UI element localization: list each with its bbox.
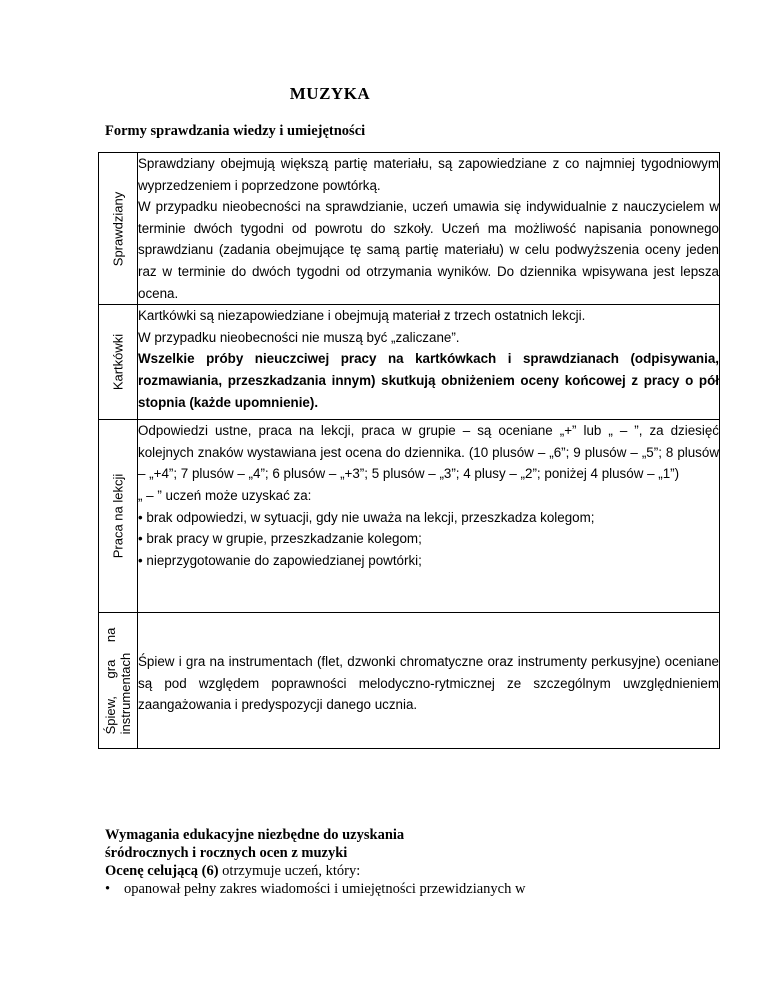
paragraph: Kartkówki są niezapowiedziane i obejmują materiał z trzech ostatnich lekcji. bbox=[138, 308, 586, 324]
row-label-line: instrumentach bbox=[118, 652, 133, 735]
row-label-cell bbox=[99, 420, 138, 613]
row-content-praca bbox=[138, 420, 720, 613]
row-content-kartkowki bbox=[138, 305, 720, 420]
list-item: • nieprzygotowanie do zapowiedzianej powtórki; bbox=[138, 550, 719, 572]
page-title: MUZYKA bbox=[289, 84, 371, 103]
bold-warning: Wszelkie próby nieuczciwej pracy na kartkówkach i sprawdzianach (odpisywania, rozmawiania, przeszkadzania innym) skutkują obniżeniem oceny końcowej z pracy o pół stopnia (każde upomnienie). bbox=[138, 351, 719, 410]
section-subtitle: Formy sprawdzania wiedzy i umiejętności bbox=[105, 123, 366, 139]
list-item: • opanował pełny zakres wiadomości i umiejętności przewidzianych w bbox=[105, 880, 525, 898]
row-label-praca: Praca na lekcji bbox=[110, 473, 126, 559]
row-content-sprawdziany bbox=[138, 153, 720, 305]
paragraph: Śpiew i gra na instrumentach (flet, dzwonki chromatyczne oraz instrumenty perkusyjne) oceniane są pod względem poprawności melodyczno-rytmicznej ze szczególnym uwzględnieniem zaangażowania i predyspozycji danego ucznia. bbox=[138, 654, 719, 713]
row-label-cell bbox=[99, 305, 138, 420]
requirements-heading: Wymagania edukacyjne niezbędne do uzyskania bbox=[105, 827, 405, 843]
row-label-sprawdziany: Sprawdziany bbox=[110, 191, 126, 266]
paragraph: „ – ” uczeń może uzyskać za: bbox=[138, 487, 312, 503]
row-label-kartkowki: Kartkówki bbox=[110, 333, 126, 391]
assessment-table bbox=[98, 152, 720, 749]
row-label-spiew bbox=[103, 627, 133, 734]
paragraph: Sprawdziany obejmują większą partię materiału, są zapowiedziane z co najmniej tygodniowym wyprzedzeniem i poprzedzone powtórką. bbox=[138, 156, 719, 193]
requirements-heading: śródrocznych i rocznych ocen z muzyki bbox=[105, 845, 348, 861]
row-label-line: Śpiew, gra na bbox=[103, 627, 118, 735]
row-label-cell bbox=[99, 153, 138, 305]
list-item: • brak odpowiedzi, w sytuacji, gdy nie uważa na lekcji, przeszkadza kolegom; bbox=[138, 507, 719, 529]
table-row-sprawdziany bbox=[99, 153, 720, 305]
row-content-spiew bbox=[138, 613, 720, 749]
requirements-section bbox=[105, 826, 525, 898]
grade-line bbox=[105, 862, 525, 880]
grade-text: otrzymuje uczeń, który: bbox=[218, 863, 361, 879]
paragraph: Odpowiedzi ustne, praca na lekcji, praca w grupie – są oceniane „+” lub „ – ”, za dziesięć kolejnych znaków wystawiana jest ocena do dziennika. (10 plusów – „6”; 9 plusów – „5”; 8 plusów – „+4”; 7 plusów – „4”; 6 plusów – „+3”; 5 plusów – „3”; 4 plusy – „2”; poniżej 4 plusów – „1”) bbox=[138, 423, 719, 482]
paragraph: W przypadku nieobecności na sprawdzianie, uczeń umawia się indywidualnie z nauczycielem w terminie dwóch tygodni od powrotu do szkoły. Uczeń ma możliwość napisania ponownego sprawdzianu (zadania obejmujące tę samą partię materiału) w celu podwyższenia oceny jeden raz w terminie do dwóch tygodni od otrzymania wyników. Do dziennika wpisywana jest lepsza ocena. bbox=[138, 199, 719, 301]
table-row-spiew bbox=[99, 613, 720, 749]
table-row-praca bbox=[99, 420, 720, 613]
row-label-cell bbox=[99, 613, 138, 749]
table-row-kartkowki bbox=[99, 305, 720, 420]
grade-label: Ocenę celującą (6) bbox=[105, 863, 219, 879]
list-item: • brak pracy w grupie, przeszkadzanie kolegom; bbox=[138, 528, 719, 550]
paragraph: W przypadku nieobecności nie muszą być „zaliczane”. bbox=[138, 329, 460, 345]
